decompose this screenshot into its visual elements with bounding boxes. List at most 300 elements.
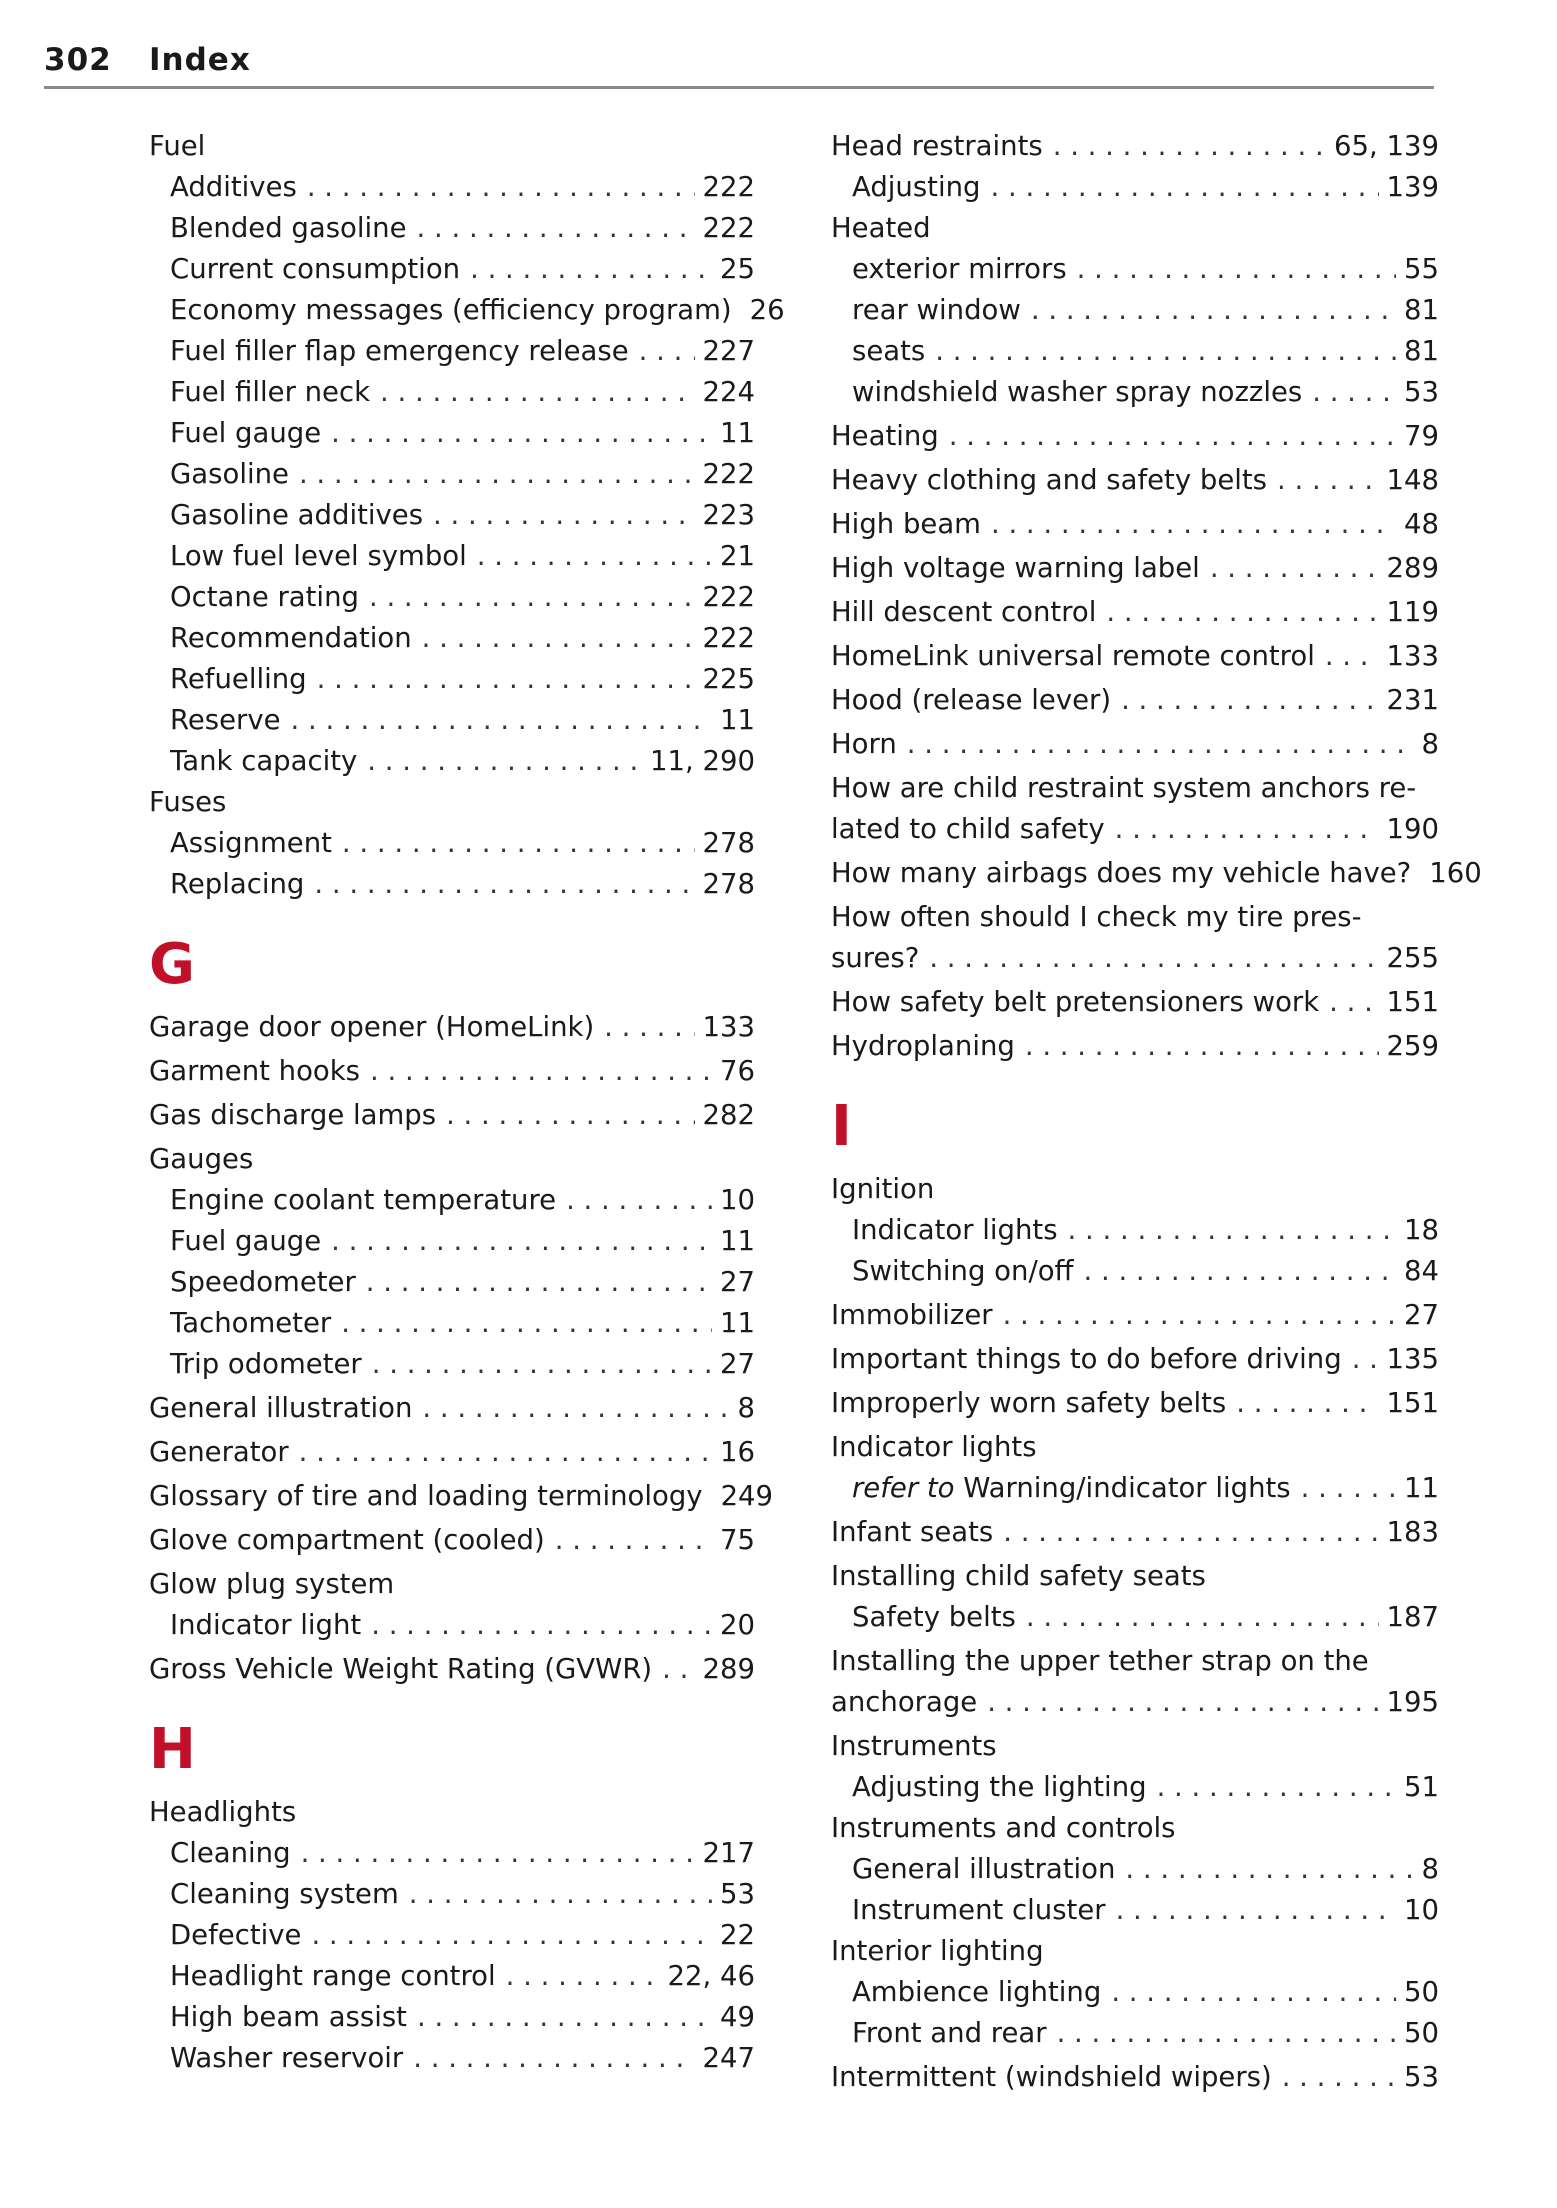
entry-label: Head restraints <box>831 130 1043 162</box>
leader-dots <box>1068 1210 1396 1251</box>
entry-label: Infant seats <box>831 1516 994 1548</box>
index-group-head-restraints <box>831 167 1439 208</box>
index-entry-airbags <box>831 853 1482 894</box>
entry-page: 231 <box>1386 684 1439 716</box>
entry-label: Generator <box>149 1436 289 1468</box>
leader-dots <box>1003 1512 1378 1553</box>
index-entry <box>149 372 755 413</box>
leader-dots <box>417 208 695 249</box>
leader-dots <box>1116 1890 1396 1931</box>
cross-reference-link[interactable]: Warning/indicator lights <box>963 1472 1291 1504</box>
index-entry-tire <box>831 938 1439 979</box>
index-entry <box>831 460 1439 501</box>
index-group-glow <box>149 1605 755 1646</box>
leader-dots <box>1157 1767 1396 1808</box>
entry-page: 49 <box>720 2001 755 2033</box>
leader-dots <box>1352 1339 1379 1380</box>
entry-page: 151 <box>1386 1387 1439 1419</box>
index-heading-installing: Installing child safety seats <box>831 1560 1206 1592</box>
section-letter-g: G <box>149 932 195 997</box>
entry-label: General illustration <box>149 1392 413 1424</box>
entry-label: Reserve <box>170 704 281 736</box>
leader-dots <box>299 1432 712 1473</box>
entry-page: 223 <box>702 499 755 531</box>
index-heading-fuel: Fuel <box>149 130 206 162</box>
leader-dots <box>1301 1468 1396 1509</box>
index-entry <box>149 1997 755 2038</box>
entry-page: 50 <box>1404 1976 1439 2008</box>
entry-label: Heavy clothing and safety belts <box>831 464 1267 496</box>
entry-label: rear window <box>852 294 1021 326</box>
index-entry <box>149 700 755 741</box>
index-group-fuel <box>149 167 785 782</box>
index-entry <box>149 495 755 536</box>
leader-dots <box>1115 809 1379 850</box>
leader-dots <box>1210 548 1379 589</box>
index-entry <box>831 372 1439 413</box>
index-entry <box>831 1767 1439 1808</box>
entry-page: 289 <box>702 1653 755 1685</box>
index-heading-indicator: Indicator lights <box>831 1431 1037 1463</box>
entry-page: 81 <box>1404 335 1439 367</box>
entry-label: How many airbags does my vehicle have? <box>831 857 1412 889</box>
leader-dots <box>301 1833 695 1874</box>
entry-label: Engine coolant temperature <box>170 1184 557 1216</box>
leader-dots <box>369 577 695 618</box>
entry-label: Ambience lighting <box>852 1976 1102 2008</box>
entry-page: 222 <box>702 212 755 244</box>
entry-label: Safety belts <box>852 1601 1016 1633</box>
leader-dots <box>662 1649 694 1690</box>
entry-page: 10 <box>1404 1894 1439 1926</box>
leader-dots <box>470 249 712 290</box>
leader-dots <box>1026 1597 1379 1638</box>
leader-dots <box>371 1605 712 1646</box>
leader-dots <box>367 741 642 782</box>
entry-label: Improperly worn safety belts <box>831 1387 1227 1419</box>
leader-dots <box>949 416 1396 457</box>
leader-dots <box>1053 126 1326 167</box>
index-entry <box>149 1303 755 1344</box>
entry-page: 187 <box>1386 1601 1439 1633</box>
entry-page: 8 <box>1421 728 1439 760</box>
entry-page: 75 <box>720 1524 755 1556</box>
index-entry <box>831 249 1439 290</box>
index-entry <box>831 1026 1439 1067</box>
entry-label: Octane rating <box>170 581 359 613</box>
entry-label: anchorage <box>831 1686 978 1718</box>
index-entry <box>831 680 1439 721</box>
index-entry <box>831 2013 1439 2054</box>
entry-label: Speedometer <box>170 1266 356 1298</box>
entry-page: 282 <box>702 1099 755 1131</box>
index-entry <box>149 1095 755 1136</box>
leader-dots <box>422 618 695 659</box>
entry-page: 48 <box>1404 508 1439 540</box>
index-entry <box>149 741 755 782</box>
leader-dots <box>1003 1295 1396 1336</box>
leader-dots <box>380 372 694 413</box>
entry-label: Blended gasoline <box>170 212 407 244</box>
leader-dots <box>1077 249 1396 290</box>
entry-page: 289 <box>1386 552 1439 584</box>
index-entry <box>149 1344 755 1385</box>
entry-label: Washer reservoir <box>170 2042 404 2074</box>
index-entry-gvwr <box>149 1649 755 1690</box>
entry-label: Fuel gauge <box>170 1225 322 1257</box>
entry-page: 21 <box>720 540 755 572</box>
index-entry <box>149 1956 755 1997</box>
index-entry <box>149 331 755 372</box>
index-entry-head-restraints <box>831 126 1439 167</box>
leader-dots <box>409 1874 712 1915</box>
leader-dots <box>422 1388 729 1429</box>
index-entry <box>149 1180 755 1221</box>
entry-page: 26 <box>749 294 785 326</box>
entry-page: 27 <box>1404 1299 1439 1331</box>
leader-dots <box>1031 290 1396 331</box>
entry-label: Tank capacity <box>170 745 358 777</box>
leader-dots <box>370 1051 712 1092</box>
entry-label: Hill descent control <box>831 596 1097 628</box>
leader-dots <box>1111 1972 1396 2013</box>
entry-page: 27 <box>720 1266 755 1298</box>
entry-label: Garment hooks <box>149 1055 360 1087</box>
leader-dots <box>639 331 695 372</box>
entry-page: 225 <box>702 663 755 695</box>
index-entry <box>149 1388 755 1429</box>
index-heading-fuses: Fuses <box>149 786 227 818</box>
index-entry <box>831 1890 1439 1931</box>
index-entry <box>149 864 755 905</box>
index-group-headlights <box>149 1833 755 2079</box>
entry-page: 195 <box>1386 1686 1439 1718</box>
entry-page: 50 <box>1404 2017 1439 2049</box>
entry-page: 135 <box>1386 1343 1439 1375</box>
entry-page: 217 <box>702 1837 755 1869</box>
index-entry <box>831 1251 1439 1292</box>
index-heading-controls: Instruments and controls <box>831 1812 1176 1844</box>
index-entry <box>831 1383 1439 1424</box>
entry-page: 160 <box>1429 857 1482 889</box>
entry-label: Hood (release lever) <box>831 684 1112 716</box>
entry-page: 81 <box>1404 294 1439 326</box>
entry-label: Important things to do before driving <box>831 1343 1342 1375</box>
index-entry-indicator-ref <box>831 1468 1439 1509</box>
entry-label: Glossary of tire and loading terminology <box>149 1480 703 1512</box>
leader-dots <box>372 1344 712 1385</box>
index-group-fuses <box>149 823 755 905</box>
entry-label: Hydroplaning <box>831 1030 1015 1062</box>
entry-label: High beam <box>831 508 981 540</box>
index-entry <box>831 724 1439 765</box>
index-entry <box>149 249 755 290</box>
entry-label: Fuel gauge <box>170 417 322 449</box>
entry-page: 20 <box>720 1609 755 1641</box>
entry-label: Gasoline additives <box>170 499 424 531</box>
index-entry-intermittent <box>831 2057 1439 2098</box>
entry-page: 247 <box>702 2042 755 2074</box>
leader-dots <box>413 2038 694 2079</box>
entry-page: 8 <box>1421 1853 1439 1885</box>
leader-dots <box>1083 1251 1396 1292</box>
index-entry <box>149 1520 755 1561</box>
entry-page: 278 <box>702 868 755 900</box>
leader-dots <box>506 1956 660 1997</box>
entry-page: 139 <box>1386 171 1439 203</box>
entry-label: Fuel filler flap emergency release <box>170 335 629 367</box>
leader-dots <box>1057 2013 1396 2054</box>
leader-dots <box>477 536 712 577</box>
index-entry <box>831 504 1439 545</box>
entry-label: Intermittent (windshield wipers) <box>831 2061 1272 2093</box>
entry-label: exterior mirrors <box>852 253 1067 285</box>
leader-dots <box>1282 2057 1396 2098</box>
index-heading-glow-plug: Glow plug system <box>149 1568 395 1600</box>
leader-dots <box>1325 636 1379 677</box>
index-heading-heated: Heated <box>831 212 931 244</box>
index-entry <box>831 592 1439 633</box>
index-entry <box>149 413 755 454</box>
index-entry <box>149 208 755 249</box>
index-entry <box>149 1915 755 1956</box>
index-entry <box>831 290 1439 331</box>
index-entry <box>831 548 1439 589</box>
leader-dots <box>1236 1383 1378 1424</box>
leader-dots <box>446 1095 694 1136</box>
index-heading-tire: How often should I check my tire pres- <box>831 901 1362 933</box>
index-entry <box>831 1339 1439 1380</box>
leader-dots <box>311 1915 712 1956</box>
leader-dots <box>991 167 1379 208</box>
index-group-ignition <box>831 1210 1439 1292</box>
entry-label: lated to child safety <box>831 813 1105 845</box>
entry-page: 133 <box>702 1011 755 1043</box>
leader-dots <box>907 724 1414 765</box>
page-number: 302 <box>44 42 112 78</box>
entry-label: sures? <box>831 942 920 974</box>
leader-dots <box>1277 460 1379 501</box>
entry-label: Refuelling <box>170 663 307 695</box>
index-entry <box>831 416 1439 457</box>
index-entry-infant <box>831 1512 1439 1553</box>
entry-label: windshield washer spray nozzles <box>852 376 1303 408</box>
entry-label: Defective <box>170 1919 302 1951</box>
entry-page: 119 <box>1386 596 1439 628</box>
entry-label: How safety belt pretensioners work <box>831 986 1320 1018</box>
index-heading-tether: Installing the upper tether strap on the <box>831 1645 1369 1677</box>
entry-page: 53 <box>1404 376 1439 408</box>
entry-label: Headlight range control <box>170 1960 496 1992</box>
entry-page: 11 <box>720 704 755 736</box>
section-letter-i: I <box>831 1094 852 1159</box>
index-entry <box>149 2038 755 2079</box>
index-heading-gauges: Gauges <box>149 1143 254 1175</box>
leader-dots <box>1025 1026 1379 1067</box>
entry-label: Current consumption <box>170 253 461 285</box>
leader-dots <box>991 504 1396 545</box>
entry-page: 55 <box>1404 253 1439 285</box>
index-entry <box>149 454 755 495</box>
leader-dots <box>566 1180 712 1221</box>
index-entry <box>149 290 785 331</box>
index-heading-ignition: Ignition <box>831 1173 935 1205</box>
index-group-interior <box>831 1972 1439 2054</box>
entry-page: 11 <box>720 417 755 449</box>
index-group-h-main <box>831 416 1439 765</box>
leader-dots <box>555 1520 712 1561</box>
index-entry <box>831 1210 1439 1251</box>
index-heading-headlights: Headlights <box>149 1796 297 1828</box>
entry-page: 84 <box>1404 1255 1439 1287</box>
entry-page: 10 <box>720 1184 755 1216</box>
entry-label: Tachometer <box>170 1307 332 1339</box>
entry-page: 18 <box>1404 1214 1439 1246</box>
leader-dots <box>417 1997 712 2038</box>
entry-label: HomeLink universal remote control <box>831 640 1315 672</box>
leader-dots <box>341 1303 712 1344</box>
leader-dots <box>299 454 695 495</box>
entry-page: 190 <box>1386 813 1439 845</box>
index-group-installing <box>831 1597 1439 1638</box>
entry-page: 76 <box>720 1055 755 1087</box>
entry-label: Economy messages (efficiency program) <box>170 294 732 326</box>
entry-page: 27 <box>720 1348 755 1380</box>
index-entry <box>149 1476 774 1517</box>
index-group-g2 <box>149 1388 774 1561</box>
index-entry <box>149 167 755 208</box>
entry-label: Gasoline <box>170 458 289 490</box>
entry-label: Garage door opener (HomeLink) <box>149 1011 595 1043</box>
entry-label: Horn <box>831 728 897 760</box>
leader-dots <box>1121 680 1378 721</box>
entry-page: 16 <box>720 1436 755 1468</box>
leader-dots <box>929 938 1378 979</box>
entry-page: 65, 139 <box>1334 130 1439 162</box>
entry-page: 259 <box>1386 1030 1439 1062</box>
entry-page: 133 <box>1386 640 1439 672</box>
index-entry <box>831 1849 1439 1890</box>
page-header <box>44 40 1434 89</box>
index-entry <box>831 982 1439 1023</box>
entry-label <box>852 1468 1291 1509</box>
index-entry <box>149 1874 755 1915</box>
entry-label: Low fuel level symbol <box>170 540 467 572</box>
leader-dots <box>604 1007 694 1048</box>
index-entry <box>831 167 1439 208</box>
entry-page: 8 <box>737 1392 755 1424</box>
entry-page: 222 <box>702 171 755 203</box>
entry-label: Front and rear <box>852 2017 1047 2049</box>
leader-dots <box>291 700 712 741</box>
entry-page: 25 <box>720 253 755 285</box>
entry-label: Indicator lights <box>852 1214 1058 1246</box>
entry-label: Heating <box>831 420 939 452</box>
index-group-i1 <box>831 1295 1439 1424</box>
leader-dots <box>307 167 695 208</box>
entry-page: 278 <box>702 827 755 859</box>
refer-to-text: refer to <box>852 1472 955 1504</box>
entry-label: Switching on/off <box>852 1255 1074 1287</box>
index-group-h-end <box>831 982 1439 1067</box>
entry-page: 22, 46 <box>667 1960 755 1992</box>
index-entry <box>149 1262 755 1303</box>
entry-label: Assignment <box>170 827 332 859</box>
index-group-controls <box>831 1849 1439 1931</box>
entry-label: Immobilizer <box>831 1299 993 1331</box>
entry-page: 11 <box>720 1225 755 1257</box>
entry-label: Instrument cluster <box>852 1894 1106 1926</box>
entry-page: 249 <box>720 1480 774 1512</box>
leader-dots <box>1106 592 1378 633</box>
page-title: Index <box>149 42 251 78</box>
entry-label: Glove compartment (cooled) <box>149 1524 545 1556</box>
entry-label: Indicator light <box>170 1609 362 1641</box>
entry-page: 224 <box>702 376 755 408</box>
section-letter-h: H <box>149 1717 196 1782</box>
index-column-right <box>831 126 1482 2101</box>
index-heading-interior: Interior lighting <box>831 1935 1044 1967</box>
index-entry <box>831 1295 1439 1336</box>
entry-label: Replacing <box>170 868 305 900</box>
entry-label: High beam assist <box>170 2001 407 2033</box>
leader-dots <box>331 1221 712 1262</box>
leader-dots <box>987 1682 1378 1723</box>
entry-label: Gas discharge lamps <box>149 1099 437 1131</box>
entry-label: Gross Vehicle Weight Rating (GVWR) <box>149 1653 653 1685</box>
leader-dots <box>1312 372 1396 413</box>
entry-label: Additives <box>170 171 297 203</box>
index-entry <box>149 1221 755 1262</box>
entry-label: General illustration <box>852 1853 1116 1885</box>
leader-dots <box>314 864 694 905</box>
index-entry <box>831 636 1439 677</box>
entry-label: Adjusting the lighting <box>852 1771 1147 1803</box>
index-entry <box>149 1605 755 1646</box>
index-entry-tether <box>831 1682 1439 1723</box>
entry-page: 51 <box>1404 1771 1439 1803</box>
index-entry <box>149 659 755 700</box>
entry-page: 148 <box>1386 464 1439 496</box>
entry-page: 151 <box>1386 986 1439 1018</box>
entry-page: 222 <box>702 622 755 654</box>
index-entry <box>831 331 1439 372</box>
entry-page: 255 <box>1386 942 1439 974</box>
index-heading-instruments: Instruments <box>831 1730 997 1762</box>
leader-dots <box>331 413 712 454</box>
index-heading-anchors: How are child restraint system anchors re- <box>831 772 1417 804</box>
index-column-left <box>149 126 785 2079</box>
entry-label: seats <box>852 335 926 367</box>
index-entry <box>149 618 755 659</box>
entry-page: 11, 290 <box>650 745 755 777</box>
entry-page: 22 <box>720 1919 755 1951</box>
entry-page: 222 <box>702 458 755 490</box>
index-group-heated <box>831 249 1439 413</box>
index-entry <box>149 1833 755 1874</box>
index-entry <box>149 536 755 577</box>
entry-label: High voltage warning label <box>831 552 1200 584</box>
entry-label: Cleaning <box>170 1837 291 1869</box>
entry-page: 11 <box>1404 1472 1439 1504</box>
index-entry <box>831 1597 1439 1638</box>
leader-dots <box>342 823 695 864</box>
entry-page: 227 <box>702 335 755 367</box>
leader-dots <box>317 659 695 700</box>
leader-dots <box>1329 982 1378 1023</box>
leader-dots <box>935 331 1396 372</box>
index-group-g1 <box>149 1007 755 1136</box>
